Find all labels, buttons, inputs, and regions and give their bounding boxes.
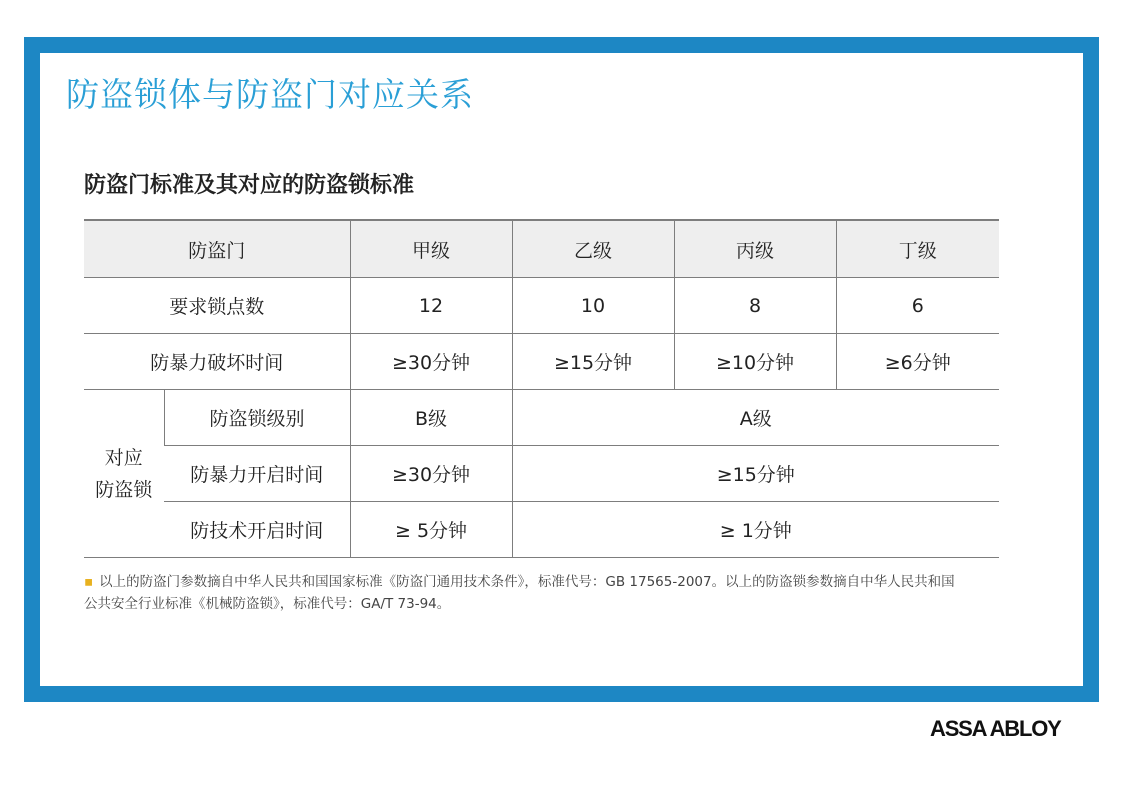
table-cell: ≥ 5分钟 bbox=[350, 502, 512, 558]
table-row-lock-grade bbox=[84, 390, 999, 446]
table-cell: 8 bbox=[674, 278, 836, 334]
table-cell: A级 bbox=[512, 390, 999, 446]
table-cell: B级 bbox=[350, 390, 512, 446]
table-cell: ≥30分钟 bbox=[350, 446, 512, 502]
table-header-row bbox=[84, 220, 999, 278]
table-cell: 6 bbox=[836, 278, 999, 334]
header-cell-grade-d: 丁级 bbox=[836, 220, 999, 278]
footnote-text: 以上的防盗门参数摘自中华人民共和国国家标准《防盗门通用技术条件》，标准代号：GB 17565-2007。以上的防盗锁参数摘自中华人民共和国 bbox=[99, 574, 955, 590]
row-label: 防暴力破坏时间 bbox=[84, 334, 350, 390]
slide-panel bbox=[40, 53, 1083, 686]
header-cell-grade-b: 乙级 bbox=[512, 220, 674, 278]
table-cell: ≥15分钟 bbox=[512, 446, 999, 502]
header-cell-door: 防盗门 bbox=[84, 220, 350, 278]
slide-title: 防盗锁体与防盗门对应关系 bbox=[66, 75, 474, 114]
table-heading: 防盗门标准及其对应的防盗锁标准 bbox=[84, 173, 415, 198]
header-cell-grade-c: 丙级 bbox=[674, 220, 836, 278]
footnote-line bbox=[84, 571, 1004, 593]
table-cell: ≥30分钟 bbox=[350, 334, 512, 390]
table-row-tech-open-time bbox=[84, 502, 999, 558]
table-cell: ≥6分钟 bbox=[836, 334, 999, 390]
group-label-line: 防盗锁 bbox=[95, 478, 153, 501]
table-cell: ≥10分钟 bbox=[674, 334, 836, 390]
table-cell: 12 bbox=[350, 278, 512, 334]
footnote bbox=[84, 571, 1004, 615]
bullet-icon: ▪ bbox=[84, 574, 94, 590]
table-row-anti-force-time bbox=[84, 334, 999, 390]
group-label-cell bbox=[84, 390, 164, 558]
table-cell: ≥15分钟 bbox=[512, 334, 674, 390]
footnote-line: 公共安全行业标准《机械防盗锁》，标准代号：GA/T 73-94。 bbox=[84, 596, 451, 612]
standards-table bbox=[84, 219, 999, 558]
slide-frame bbox=[24, 37, 1099, 702]
header-cell-grade-a: 甲级 bbox=[350, 220, 512, 278]
table-row-lock-points bbox=[84, 278, 999, 334]
row-label: 要求锁点数 bbox=[84, 278, 350, 334]
row-label: 防技术开启时间 bbox=[164, 502, 350, 558]
table-row-force-open-time bbox=[84, 446, 999, 502]
group-label-line: 对应 bbox=[104, 446, 143, 469]
row-label: 防暴力开启时间 bbox=[164, 446, 350, 502]
table-cell: 10 bbox=[512, 278, 674, 334]
assa-abloy-logo: ASSA ABLOY bbox=[930, 716, 1061, 741]
table-cell: ≥ 1分钟 bbox=[512, 502, 999, 558]
row-label: 防盗锁级别 bbox=[164, 390, 350, 446]
